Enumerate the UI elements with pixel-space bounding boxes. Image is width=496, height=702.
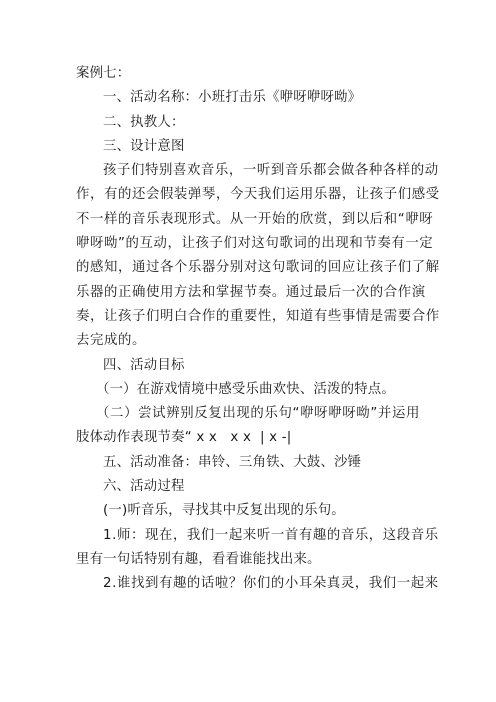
design-intent-line: 不一样的音乐表现形式。从一开始的欣赏，到以后和“咿呀 (76, 211, 434, 227)
preparation-line: 五、活动准备：串铃、三角铁、大鼓、沙锤 (103, 454, 362, 470)
goal-2-line: 肢体动作表现节奏“ x x x x | x -| (76, 430, 292, 446)
activity-name: 一、活动名称：小班打击乐《咿呀咿呀呦》 (103, 90, 362, 106)
goal-2-line: （二）尝试辨别反复出现的乐句“咿呀咿呀呦”并运用 (96, 406, 420, 422)
design-intent-line: 奏，让孩子们明白合作的重要性，知道有些事情是需要合作 (76, 308, 440, 324)
step-1: (一)听音乐，寻找其中反复出现的乐句。 (103, 503, 345, 519)
step-1-2-line: 2.谁找到有趣的话啦？你们的小耳朵真灵，我们一起来 (103, 576, 439, 592)
design-intent-line: 咿呀呦”的互动，让孩子们对这句歌词的出现和节奏有一定 (76, 236, 434, 252)
design-intent-line: 的感知，通过各个乐器分别对这句歌词的回应让孩子们了解 (76, 260, 440, 276)
design-intent-heading: 三、设计意图 (103, 138, 185, 154)
design-intent-line: 去完成的。 (76, 333, 146, 349)
goals-heading: 四、活动目标 (103, 357, 185, 373)
design-intent-line: 乐器的正确使用方法和掌握节奏。通过最后一次的合作演 (76, 284, 426, 300)
step-1-1-line: 里有一句话特别有趣，看看谁能找出来。 (76, 551, 321, 567)
teacher-line: 二、执教人： (103, 114, 185, 130)
design-intent-line: 作，有的还会假装弹琴，今天我们运用乐器，让孩子们感受 (76, 187, 440, 203)
document-body (76, 62, 440, 597)
process-heading: 六、活动过程 (103, 479, 185, 495)
case-label: 案例七： (76, 66, 131, 81)
step-1-1-line: 1.师：现在，我们一起来听一首有趣的音乐，这段音乐 (103, 527, 439, 543)
goal-1: （一）在游戏情境中感受乐曲欢快、活泼的特点。 (96, 381, 395, 397)
design-intent-line: 孩子们特别喜欢音乐，一听到音乐都会做各种各样的动 (103, 163, 439, 179)
